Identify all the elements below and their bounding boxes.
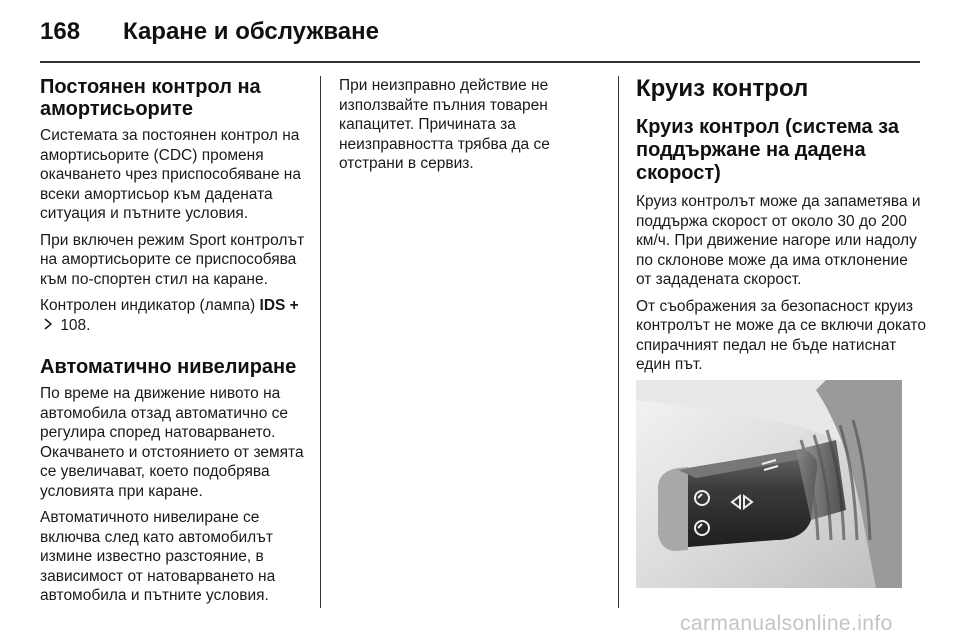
paragraph-cdc-2: При включен режим Sport контролът на амортисьорите се приспособява към по-спортен стил на каране. <box>40 231 305 288</box>
column-divider-1 <box>320 76 321 608</box>
paragraph-leveling-2: Автоматичното нивелиране се включва след като автомобилът измине известно разстояние, в зависимост от натоварването на автомобила и пътните условия. <box>40 509 276 604</box>
arrow-reference-icon <box>43 316 53 336</box>
watermark: carmanualsonline.info <box>680 612 893 635</box>
paragraph-cdc-3 <box>40 296 308 335</box>
column-right <box>636 76 926 382</box>
indicator-text: Контролен индикатор (лампа) <box>40 297 256 314</box>
subsection-heading-cruise: Круиз контрол (система за поддържане на дадена скорост) <box>636 116 899 184</box>
indicator-label: IDS + <box>259 297 299 314</box>
page-reference[interactable]: 108. <box>60 316 91 334</box>
paragraph-cruise-1: Круиз контролът може да запаметява и поддържа скорост от около 30 до 200 км/ч. При движение нагоре или надолу по склонове може да има отклонение от зададената скорост. <box>636 193 921 288</box>
paragraph-cdc-1: Системата за постоянен контрол на амортисьорите (CDC) променя окачването чрез приспособяване на всеки амортисьор към дадената ситуация и пътните условия. <box>40 127 301 222</box>
page-number: 168 <box>40 18 81 45</box>
section-heading-cruise: Круиз контрол <box>636 75 809 102</box>
section-heading-leveling: Автоматично нивелиране <box>40 356 297 378</box>
column-left <box>40 76 308 613</box>
cruise-control-stalk-image <box>636 380 902 588</box>
page-header <box>40 14 920 56</box>
paragraph-leveling-1: По време на движение нивото на автомобила отзад автоматично се регулира според натоварването. Окачването и отстоянието от земята се увеличават, което подобрява условията при каране. <box>40 385 304 500</box>
header-divider <box>40 61 920 63</box>
column-divider-2 <box>618 76 619 608</box>
paragraph-cruise-2: От съображения за безопасност круиз контролът не може да се включи докато спирачният педал не бъде натиснат един път. <box>636 297 926 373</box>
column-middle <box>339 76 601 181</box>
section-heading-cdc: Постоянен контрол на амортисьорите <box>40 76 261 120</box>
paragraph-warning: При неизправно действие не използвайте пълния товарен капацитет. Причината за неизправността трябва да се отстрани в сервиз. <box>339 77 550 172</box>
page-title: Каране и обслужване <box>123 18 379 45</box>
